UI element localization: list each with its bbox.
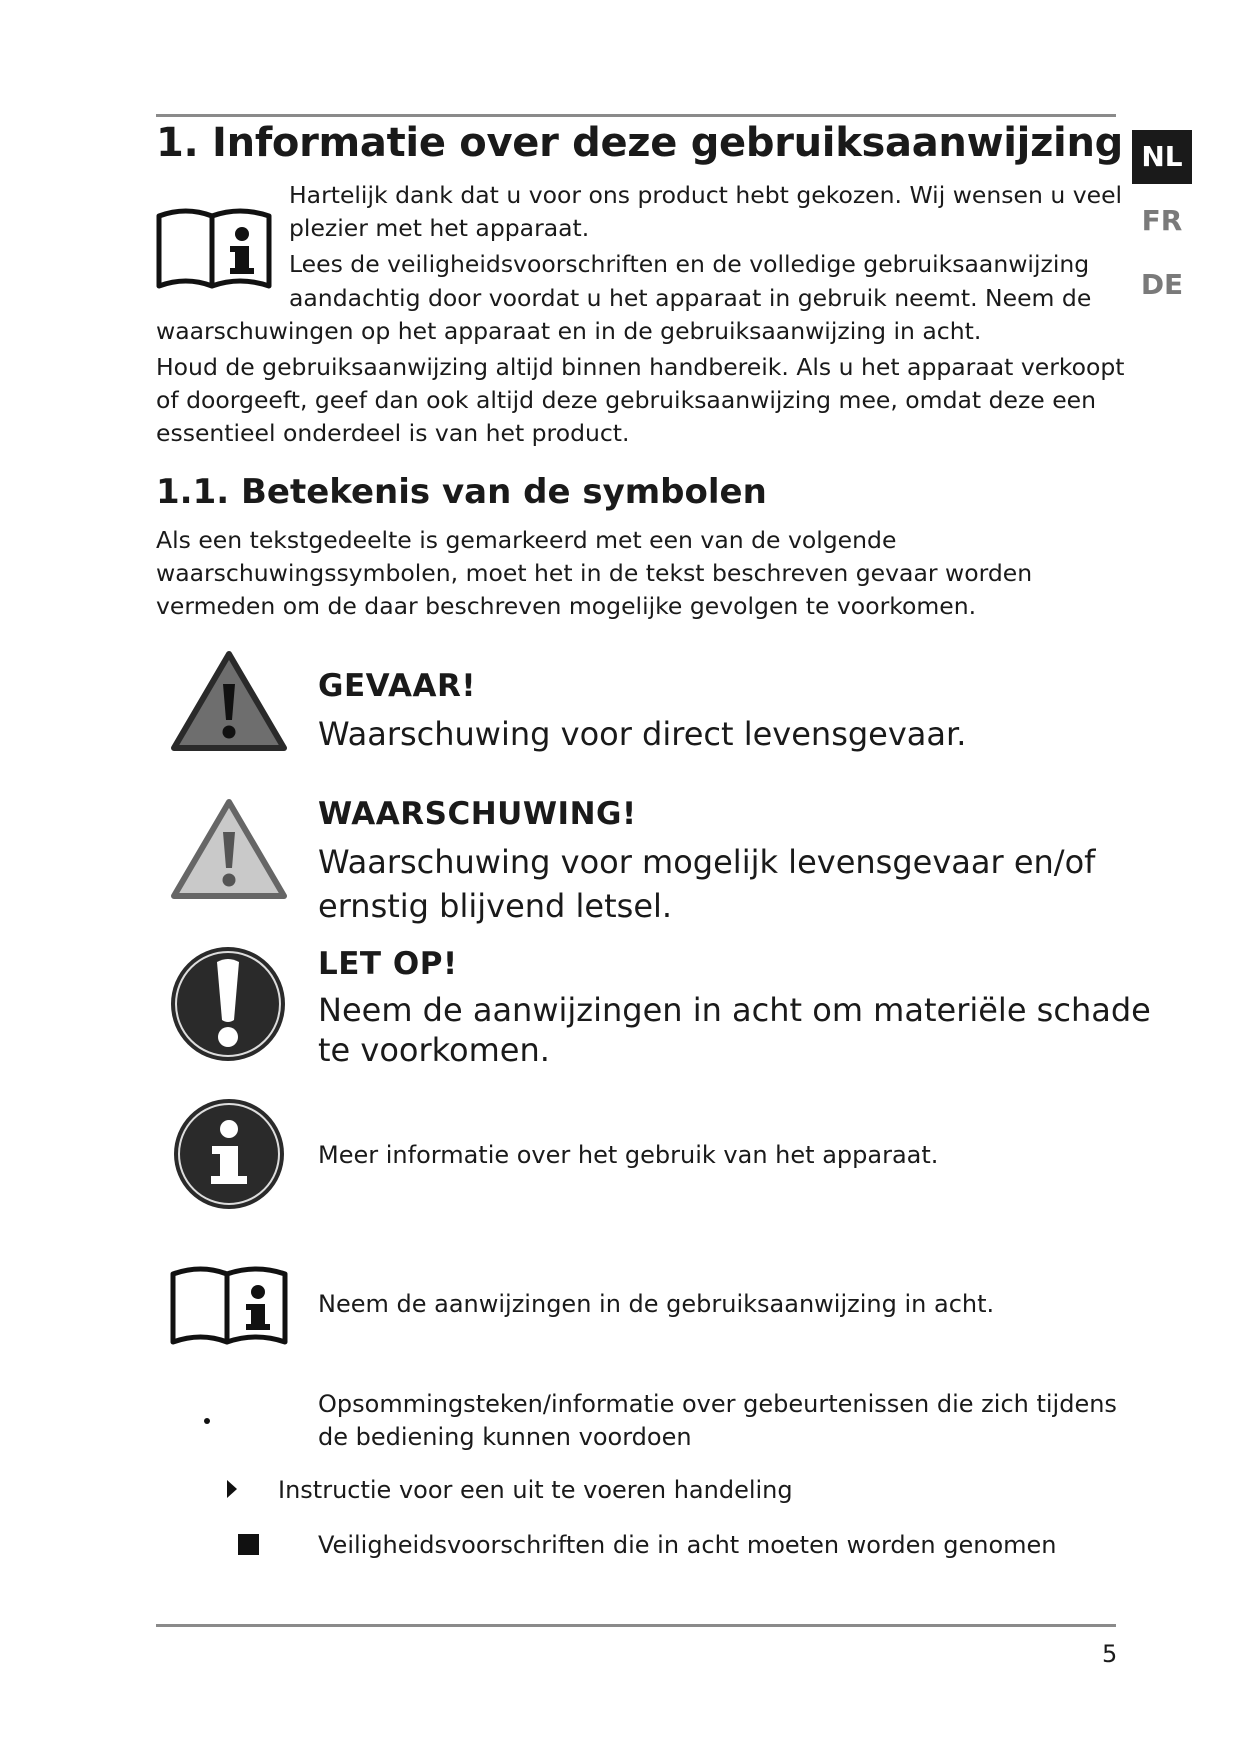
caution-exclamation-icon: [168, 944, 288, 1064]
bullet-text-line-2: de bediening kunnen voordoen: [318, 1423, 692, 1451]
instruction-text: Instructie voor een uit te voeren handeling: [278, 1476, 793, 1504]
warning-title: WAARSCHUWING!: [318, 796, 637, 832]
intro-line-1: Hartelijk dank dat u voor ons product hebt gekozen. Wij wensen u veel: [289, 181, 1123, 209]
info-text: Meer informatie over het gebruik van het apparaat.: [318, 1141, 939, 1169]
page-number: 5: [1102, 1640, 1118, 1668]
caution-title: LET OP!: [318, 946, 458, 982]
safety-square-icon: [238, 1534, 259, 1555]
intro-line-5: waarschuwingen op het apparaat en in de gebruiksaanwijzing in acht.: [156, 317, 982, 345]
page-title: 1. Informatie over deze gebruiksaanwijzing: [156, 120, 1123, 166]
bullet-text-line-1: Opsommingsteken/informatie over gebeurtenissen die zich tijdens: [318, 1390, 1117, 1418]
warning-text-line-1: Waarschuwing voor mogelijk levensgevaar en/of: [318, 843, 1096, 881]
intro-line-8: essentieel onderdeel is van het product.: [156, 419, 630, 447]
section-heading: 1.1. Betekenis van de symbolen: [156, 472, 767, 512]
tab-de[interactable]: DE: [1140, 268, 1184, 301]
caution-text-line-1: Neem de aanwijzingen in acht om materiële schade: [318, 991, 1151, 1029]
danger-triangle-icon: [170, 650, 288, 754]
manual-icon: [156, 204, 272, 290]
symbols-intro-line-1: Als een tekstgedeelte is gemarkeerd met een van de volgende: [156, 526, 897, 554]
bullet-dot-icon: [204, 1418, 210, 1424]
info-circle-icon: [171, 1096, 287, 1212]
safety-text: Veiligheidsvoorschriften die in acht moeten worden genomen: [318, 1531, 1057, 1559]
danger-title: GEVAAR!: [318, 668, 477, 704]
intro-line-3: Lees de veiligheidsvoorschriften en de volledige gebruiksaanwijzing: [289, 250, 1090, 278]
intro-line-6: Houd de gebruiksaanwijzing altijd binnen handbereik. Als u het apparaat verkoopt: [156, 353, 1125, 381]
intro-line-2: plezier met het apparaat.: [289, 214, 590, 242]
danger-text: Waarschuwing voor direct levensgevaar.: [318, 715, 967, 753]
symbols-intro-line-2: waarschuwingssymbolen, moet het in de tekst beschreven gevaar worden: [156, 559, 1033, 587]
bottom-rule: [156, 1624, 1116, 1627]
symbols-intro-line-3: vermeden om de daar beschreven mogelijke gevolgen te voorkomen.: [156, 592, 977, 620]
intro-line-4: aandachtig door voordat u het apparaat in gebruik neemt. Neem de: [289, 284, 1092, 312]
read-manual-icon: [170, 1262, 288, 1346]
warning-text-line-2: ernstig blijvend letsel.: [318, 887, 673, 925]
tab-nl[interactable]: NL: [1132, 130, 1192, 184]
caution-text-line-2: te voorkomen.: [318, 1031, 550, 1069]
tab-fr[interactable]: FR: [1141, 204, 1183, 237]
warning-triangle-icon: [170, 798, 288, 902]
instruction-arrow-icon: [226, 1479, 238, 1499]
intro-line-7: of doorgeeft, geef dan ook altijd deze gebruiksaanwijzing mee, omdat deze een: [156, 386, 1097, 414]
top-rule: [156, 114, 1116, 117]
manual-text: Neem de aanwijzingen in de gebruiksaanwijzing in acht.: [318, 1290, 995, 1318]
